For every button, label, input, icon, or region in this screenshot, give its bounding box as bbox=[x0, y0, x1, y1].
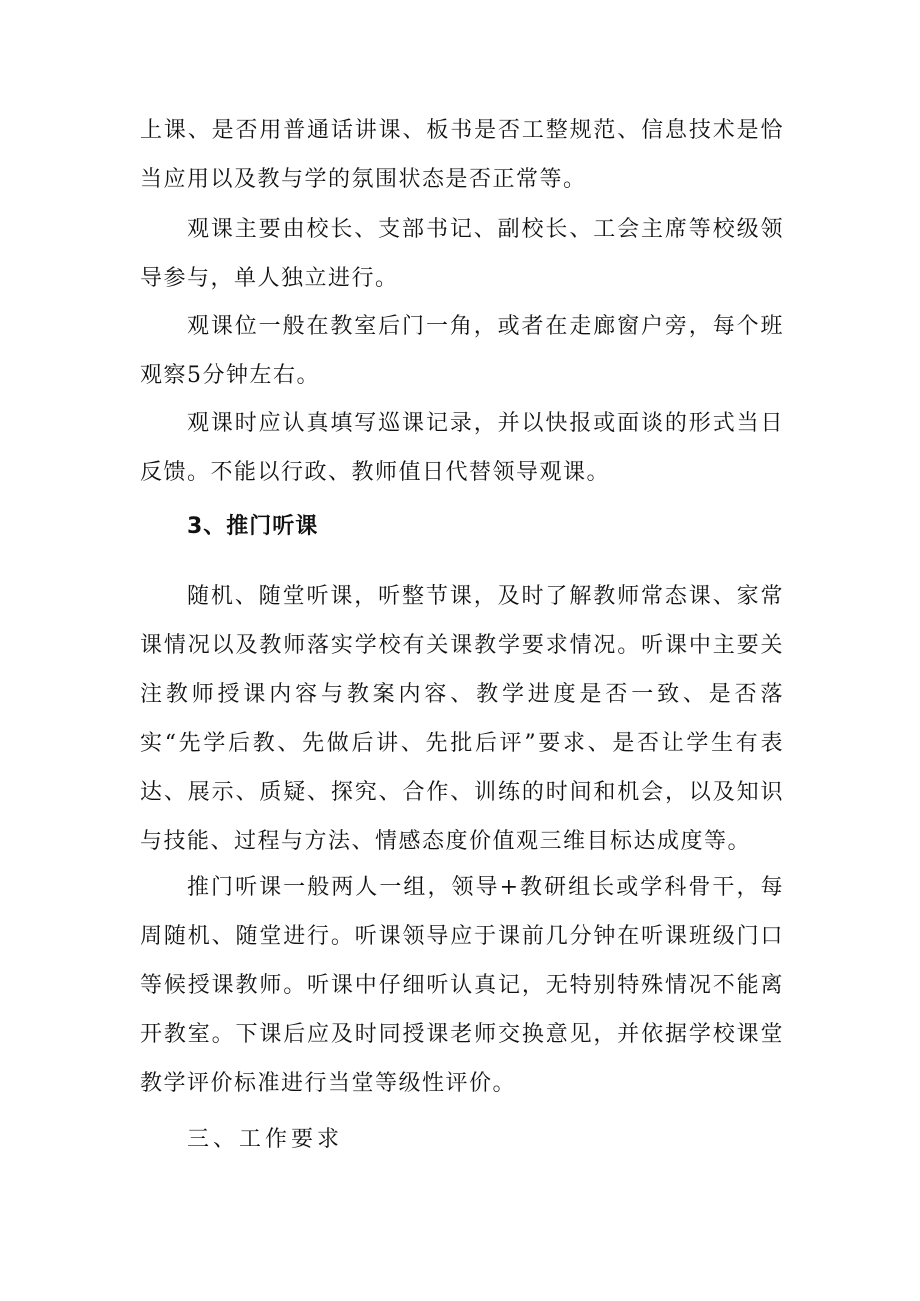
paragraph-observation-records: 观课时应认真填写巡课记录，并以快报或面谈的形式当日反馈。不能以行政、教师值日代替领导观课。 bbox=[140, 411, 784, 485]
paragraph-classroom-conduct: 上课、是否用普通话讲课、板书是否工整规范、信息技术是恰当应用以及教与学的氛围状态是否正常等。 bbox=[140, 118, 784, 192]
paragraph-random-listening: 随机、随堂听课，听整节课，及时了解教师常态课、家常课情况以及教师落实学校有关课教学要求情况。听课中主要关注教师授课内容与教案内容、教学进度是否一致、是否落实“先学后教、先做后讲、先批后评”要求、是否让学生有表达、展示、质疑、探究、合作、训练的时间和机会，以及知识与技能、过程与方法、情感态度价值观三维目标达成度等。 bbox=[140, 584, 784, 854]
section-heading-work-requirements: 三、工作要求 bbox=[187, 1127, 344, 1152]
paragraph-listening-procedure: 推门听课一般两人一组，领导+教研组长或学科骨干，每周随机、随堂进行。听课领导应于课前几分钟在听课班级门口等候授课教师。听课中仔细听认真记，无特别特殊情况不能离开教室。下课后应及时同授课老师交换意见，并依据学校课堂教学评价标准进行当堂等级性评价。 bbox=[140, 875, 784, 1096]
paragraph-observers: 观课主要由校长、支部书记、副校长、工会主席等校级领导参与，单人独立进行。 bbox=[140, 217, 784, 291]
paragraph-observation-position: 观课位一般在教室后门一角，或者在走廊窗户旁，每个班观察5分钟左右。 bbox=[140, 314, 784, 388]
section-heading-push-door-listening: 3、推门听课 bbox=[187, 514, 319, 539]
